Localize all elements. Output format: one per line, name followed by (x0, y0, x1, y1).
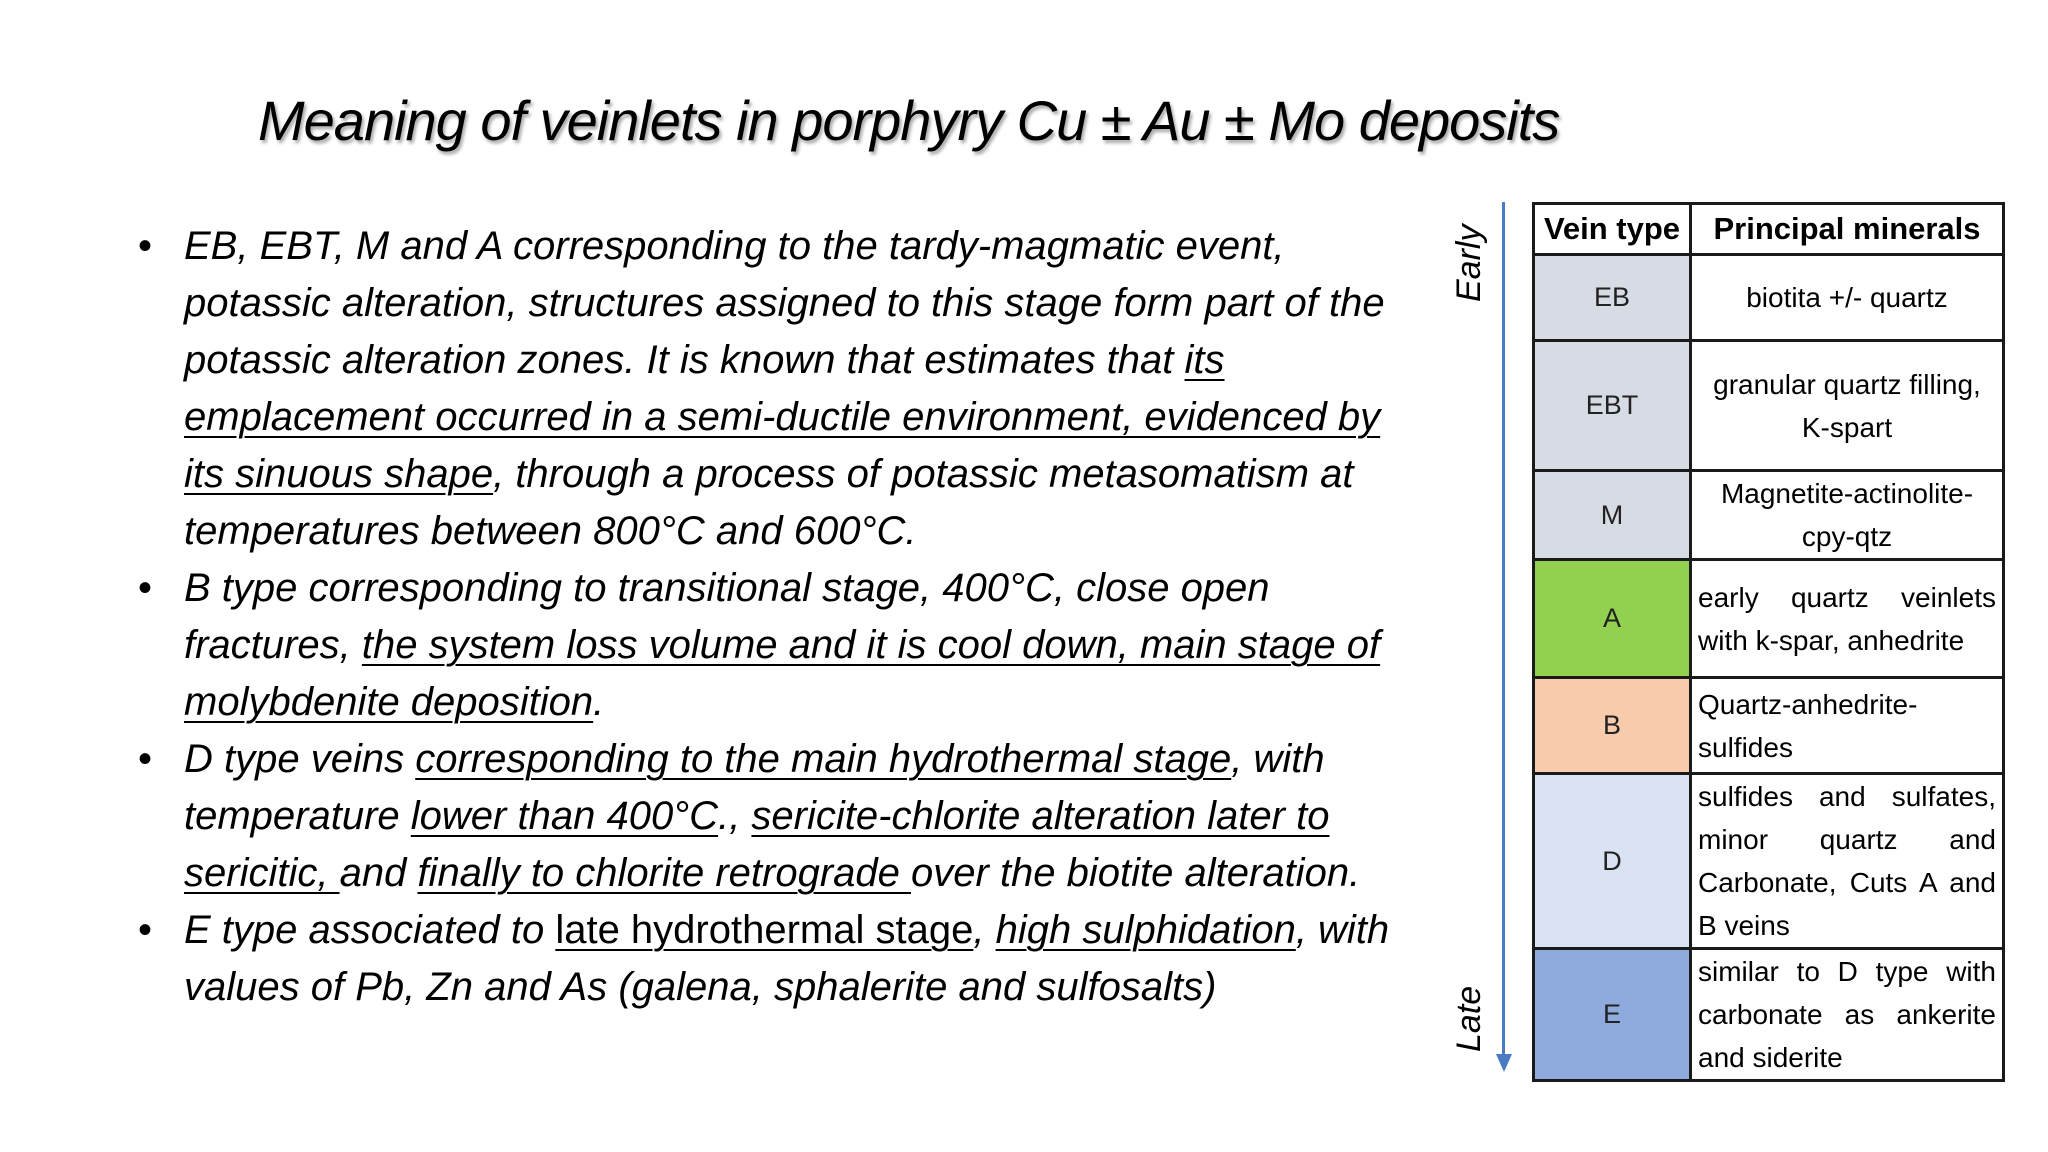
vein-type-cell: B (1534, 678, 1691, 774)
minerals-cell: early quartz veinlets with k-spar, anhedrite (1691, 560, 2004, 678)
minerals-cell: Quartz-anhedrite-sulfides (1691, 678, 2004, 774)
vein-type-cell: EBT (1534, 341, 1691, 471)
underlined-text: sericite-chlorite alteration later to sericitic, (184, 794, 1330, 895)
header-principal-minerals: Principal minerals (1691, 204, 2004, 255)
minerals-cell: granular quartz filling, K-spart (1691, 341, 2004, 471)
bullet-text: , (973, 908, 996, 952)
timeline-line (1502, 202, 1505, 1057)
timeline-late-label: Late (1450, 985, 1488, 1052)
table-row (1534, 560, 2004, 678)
bullet-text: EB, EBT, M and A corresponding to the tardy-magmatic event, potassic alteration, structures assigned to this stage form part of the potassic alteration zones. It is known that estimates that (184, 224, 1385, 382)
bullet-item (130, 902, 1410, 1016)
table-row (1534, 949, 2004, 1081)
table-row (1534, 255, 2004, 341)
bullet-text: , through a process of potassic metasomatism at temperatures between 800°C and 600°C. (184, 452, 1354, 553)
bullet-item (130, 560, 1410, 731)
underlined-text: finally to chlorite retrograde (417, 851, 912, 895)
bullet-list (130, 218, 1410, 1016)
header-vein-type: Vein type (1534, 204, 1691, 255)
bullet-text: D type veins (184, 737, 416, 781)
vein-type-cell: A (1534, 560, 1691, 678)
table-header-row (1534, 204, 2004, 255)
bullet-dot-icon: • (138, 566, 153, 610)
underlined-text: corresponding to the main hydrothermal stage (415, 737, 1232, 781)
minerals-cell: Magnetite-actinolite-cpy-qtz (1691, 471, 2004, 560)
bullet-dot-icon: • (138, 737, 153, 781)
bullet-dot-icon: • (138, 224, 153, 268)
table-row (1534, 471, 2004, 560)
timeline-early-label: Early (1450, 224, 1488, 302)
bullet-text: ., (718, 794, 752, 838)
underlined-text: its emplacement occurred in a semi-ductile environment, evidenced by its sinuous shape (184, 338, 1381, 496)
underlined-text: the system loss volume and it is cool down, main stage of molybdenite deposition (184, 623, 1381, 724)
vein-type-cell: M (1534, 471, 1691, 560)
minerals-cell: similar to D type with carbonate as ankerite and siderite (1691, 949, 2004, 1081)
arrow-down-icon (1496, 1054, 1512, 1072)
bullet-item (130, 731, 1410, 902)
underlined-text: high sulphidation (995, 908, 1296, 952)
timeline-arrow (1430, 202, 1530, 1082)
bullet-text: . (593, 680, 605, 724)
table-row (1534, 678, 2004, 774)
underlined-text: lower than 400°C (410, 794, 719, 838)
bullet-text: E type associated to (184, 908, 556, 952)
slide-title: Meaning of veinlets in porphyry Cu ± Au ± Mo deposits (258, 89, 1560, 152)
bullet-text: over the biotite alteration. (911, 851, 1361, 895)
table-row (1534, 341, 2004, 471)
vein-type-table (1532, 202, 2005, 1082)
vein-type-cell: E (1534, 949, 1691, 1081)
bullet-text: B type corresponding to transitional stage, 400°C, close open fractures, (184, 566, 1270, 667)
minerals-cell: biotita +/- quartz (1691, 255, 2004, 341)
bullet-text: , with temperature (184, 737, 1325, 838)
underlined-text: late hydrothermal stage (555, 908, 974, 952)
bullet-item (130, 218, 1410, 560)
vein-type-cell: D (1534, 774, 1691, 949)
bullet-text: , with values of Pb, Zn and As (galena, sphalerite and sulfosalts) (184, 908, 1390, 1009)
vein-type-cell: EB (1534, 255, 1691, 341)
bullet-text: and (339, 851, 418, 895)
bullet-dot-icon: • (138, 908, 153, 952)
minerals-cell: sulfides and sulfates, minor quartz and Carbonate, Cuts A and B veins (1691, 774, 2004, 949)
table-row (1534, 774, 2004, 949)
